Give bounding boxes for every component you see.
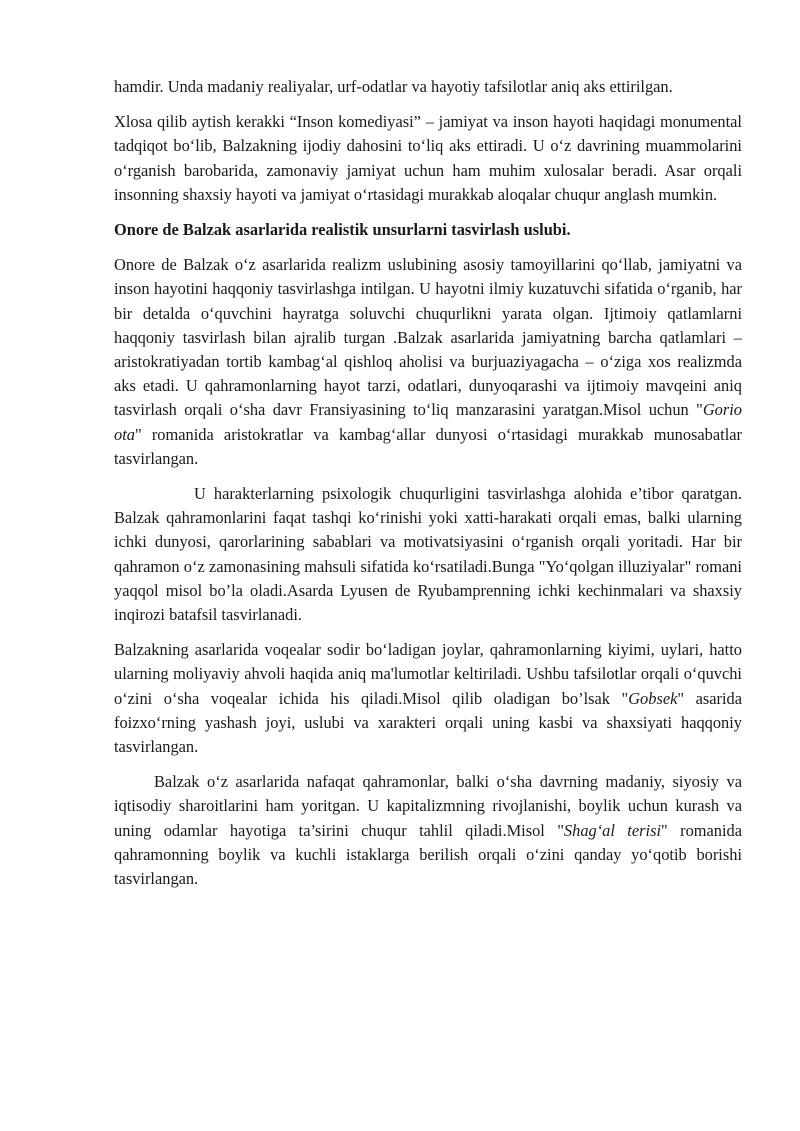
paragraph-text: Balzak oʻz asarlarida nafaqat qahramonlar, balki oʻsha davrning madaniy, siyosiy va iqtisodiy sharoitlarini ham yoritgan. U kapitalizmning rivojlanishi, boylik uchun kurash va uning odamlar hayotiga ta’sirini chuqur tahlil qiladi.Misol " xyxy=(114,772,742,840)
book-title-shagal-terisi: Shagʻal terisi xyxy=(563,820,662,840)
paragraph-realism-style xyxy=(114,253,742,471)
paragraph-society xyxy=(114,770,742,891)
paragraph-text: " romanida aristokratlar va kambagʻallar dunyosi oʻrtasidagi murakkab munosabatlar tasvirlangan. xyxy=(114,424,742,468)
paragraph-conclusion: Xlosa qilib aytish kerakki “Inson komediyasi” – jamiyat va inson hayoti haqidagi monumental tadqiqot boʻlib, Balzakning ijodiy dahosini toʻliq aks ettiradi. U oʻz davrining muammolarini oʻrganish barobarida, zamonaviy jamiyat uchun ham muhim xulosalar beradi. Asar orqali insonning shaxsiy hayoti va jamiyat oʻrtasidagi murakkab aloqalar chuqur anglash mumkin. xyxy=(114,112,742,204)
book-title-gobsek: Gobsek xyxy=(628,688,678,708)
paragraph-psychology: U harakterlarning psixologik chuqurligini tasvirlashga alohida e’tibor qaratgan. Balzak qahramonlarini faqat tashqi koʻrinishi yoki xatti-harakati orqali emas, balki ularning ichki dunyosi, qarorlarining sabablari va motivatsiyasini oʻrganish orqali yoritadi. Har bir qahramon oʻz zamonasining mahsuli sifatida koʻrsatiladi.Bunga "Yoʻqolgan illuziyalar" romani yaqqol misol bo’la oladi.Asarda Lyusen de Ryubamprenning ichki kechinmalari va shaxsiy inqirozi batafsil tasvirlanadi. xyxy=(114,484,742,625)
section-heading: Onore de Balzak asarlarida realistik unsurlarni tasvirlash uslubi. xyxy=(114,220,571,240)
paragraph-text: " asarida foizxoʻrning yashash joyi, uslubi va xarakteri orqali uning kasbi va shaxsiyati haqqoniy tasvirlangan. xyxy=(114,688,743,757)
paragraph-intro-continuation: hamdir. Unda madaniy realiyalar, urf-odatlar va hayotiy tafsilotlar aniq aks ettirilgan. xyxy=(114,77,673,96)
book-title-gorio-ota: Gorio ota xyxy=(114,400,742,444)
document-page xyxy=(114,75,742,902)
paragraph-details xyxy=(114,638,742,759)
paragraph-text: Balzakning asarlarida voqealar sodir boʻladigan joylar, qahramonlarning kiyimi, uylari, hatto ularning moliyaviy ahvoli haqida aniq ma'lumotlar keltiriladi. Ushbu tafsilotlar orqali oʻquvchi oʻzini oʻsha voqealar ichida his qiladi.Misol qilib oladigan bo’lsak " xyxy=(114,640,742,708)
paragraph-text: Onore de Balzak oʻz asarlarida realizm uslubining asosiy tamoyillarini qoʻllab, jamiyatni va inson hayotini haqqoniy tasvirlashga intilgan. U hayotni ilmiy kuzatuvchi sifatida oʻrganib, har bir detalda oʻquvchini hayratga soluvchi chuqurlikni yarata olgan. Ijtimoiy qatlamlarni haqqoniy tasvirlash bilan ajralib turgan .Balzak asarlarida jamiyatning barcha qatlamlari – aristokratiyadan tortib kambagʻal qishloq aholisi va burjuaziyagacha – oʻziga xos realizmda aks etadi. U qahramonlarning hayot tarzi, odatlari, dunyoqarashi va ijtimoiy mavqeini aniq tasvirlash orqali oʻsha davr Fransiyasining toʻliq manzarasini yaratgan.Misol uchun " xyxy=(114,255,742,420)
paragraph-text: " romanida qahramonning boylik va kuchli istaklarga berilish orqali oʻzini qanday yoʻqotib borishi tasvirlangan. xyxy=(114,820,743,889)
